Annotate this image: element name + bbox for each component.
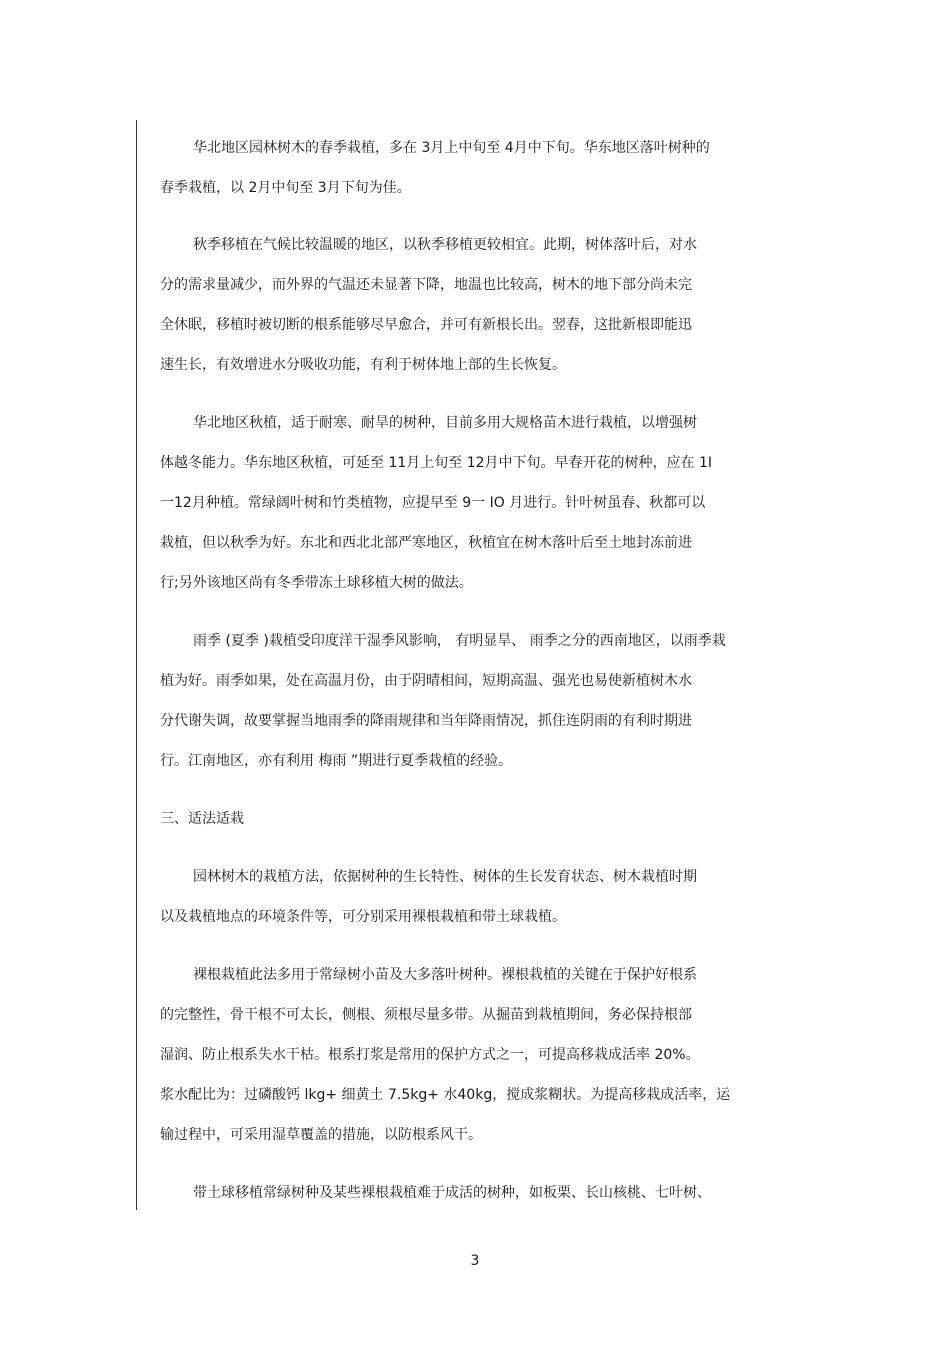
text-line: 带土球移植常绿树种及某些裸根栽植难于成活的树种，如板栗、长山核桃、七叶树、 xyxy=(193,1185,711,1201)
text-line: 的完整性，骨干根不可太长，侧根、须根尽量多带。从掘苗到栽植期间，务必保持根部 xyxy=(160,1007,692,1023)
text-line: 秋季移植在气候比较温暖的地区，以秋季移植更较相宜。此期，树体落叶后，对水 xyxy=(193,237,697,253)
text-line: 分的需求量减少，而外界的气温还未显著下降，地温也比较高，树木的地下部分尚未完 xyxy=(160,277,692,293)
text-line: 分代谢失调，故要掌握当地雨季的降雨规律和当年降雨情况，抓住连阴雨的有利时期进 xyxy=(160,713,692,729)
text-line: 输过程中，可采用湿草覆盖的措施，以防根系风干。 xyxy=(160,1127,482,1143)
text-line: 行;另外该地区尚有冬季带冻土球移植大树的做法。 xyxy=(160,575,473,591)
text-line: 速生长，有效增进水分吸收功能，有利于树体地上部的生长恢复。 xyxy=(160,357,566,373)
text-line: 湿润、防止根系失水干枯。根系打浆是常用的保护方式之一，可提高移栽成活率 20%。 xyxy=(160,1047,700,1063)
page-number: 3 xyxy=(470,1253,480,1269)
text-line: 栽植，但以秋季为好。东北和西北北部严寒地区，秋植宜在树木落叶后至土地封冻前进 xyxy=(160,535,692,551)
text-line: 华北地区秋植，适于耐寒、耐旱的树种，目前多用大规格苗木进行栽植，以增强树 xyxy=(193,415,697,431)
left-margin-rule xyxy=(136,120,137,1210)
text-line: 园林树木的栽植方法，依据树种的生长特性、树体的生长发育状态、树木栽植时期 xyxy=(193,869,697,885)
section-heading: 三、适法适栽 xyxy=(160,811,244,827)
text-line: 体越冬能力。华东地区秋植，可延至 11月上旬至 12月中下旬。早春开花的树种，应在 1I xyxy=(160,455,713,471)
text-line: 植为好。雨季如果，处在高温月份，由于阴晴相间，短期高温、强光也易使新植树木水 xyxy=(160,673,692,689)
text-line: 雨季 (夏季 )栽植受印度洋干湿季风影响， 有明显旱、 雨季之分的西南地区，以雨季栽 xyxy=(193,633,726,649)
text-line: 浆水配比为：过磷酸钙 lkg+ 细黄土 7.5kg+ 水40kg，搅成浆糊状。为提高移栽成活率，运 xyxy=(160,1087,731,1103)
text-line: 全休眠，移植时被切断的根系能够尽早愈合，并可有新根长出。翌春，这批新根即能迅 xyxy=(160,317,692,333)
text-line: 春季栽植，以 2月中旬至 3月下旬为佳。 xyxy=(160,180,411,196)
text-line: 华北地区园林树木的春季栽植，多在 3月上中旬至 4月中下旬。华东地区落叶树种的 xyxy=(193,140,710,156)
text-line: 一12月种植。常绿阔叶树和竹类植物，应提早至 9一 IO 月进行。针叶树虽春、秋都可以 xyxy=(160,495,706,511)
text-line: 行。江南地区，亦有利用 梅雨 ”期进行夏季栽植的经验。 xyxy=(160,753,513,769)
text-line: 裸根栽植此法多用于常绿树小苗及大多落叶树种。裸根栽植的关键在于保护好根系 xyxy=(193,967,697,983)
text-line: 以及栽植地点的环境条件等，可分别采用裸根栽植和带土球栽植。 xyxy=(160,909,566,925)
